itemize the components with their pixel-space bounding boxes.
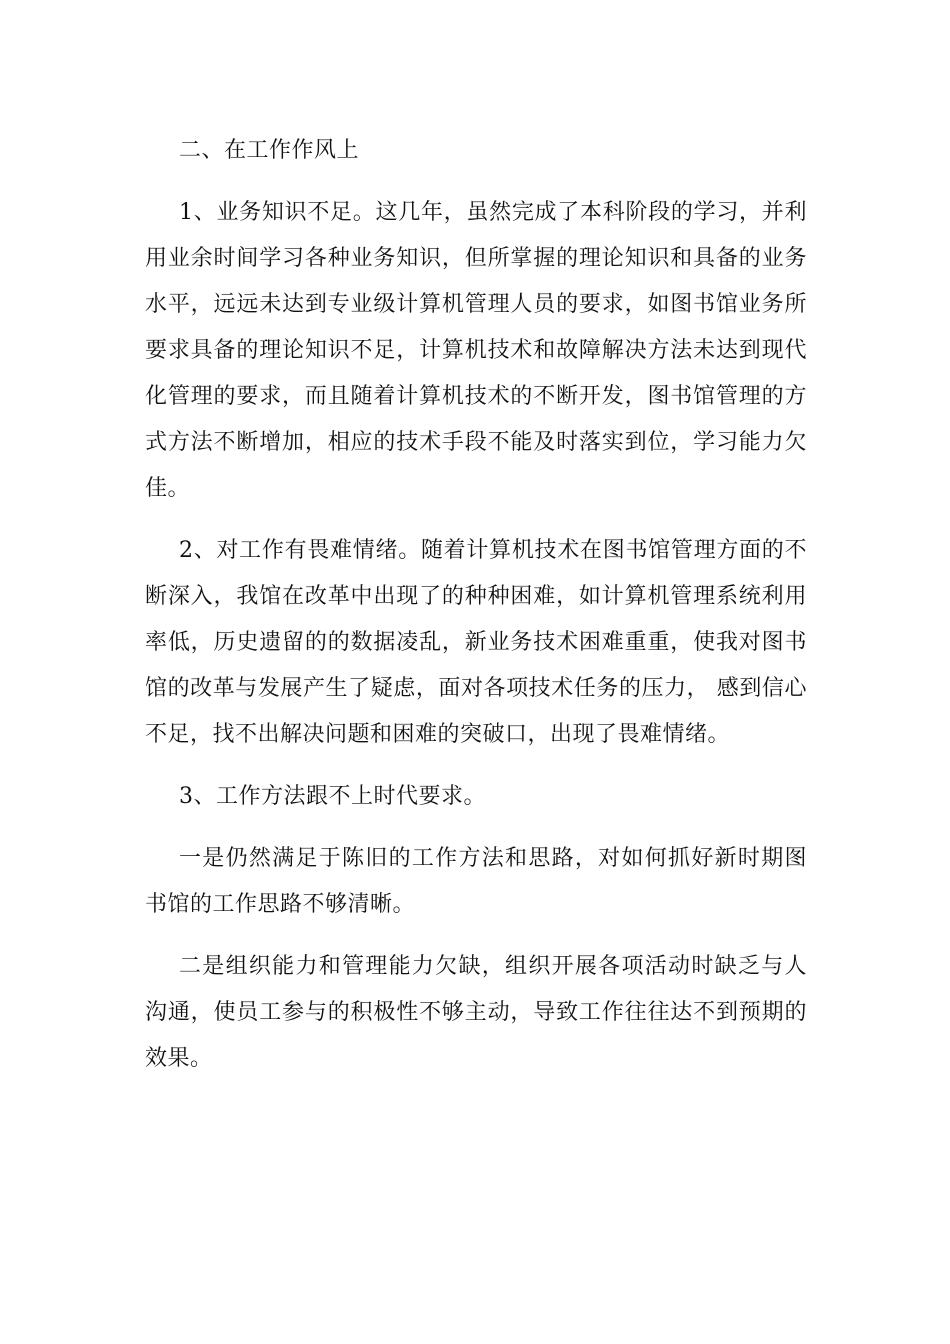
paragraph-fear-of-difficulty: 2、对工作有畏难情绪。随着计算机技术在图书馆管理方面的不断深入，我馆在改革中出现了的种种困难，如计算机管理系统利用率低，历史遗留的的数据凌乱，新业务技术困难重重，使我对图书馆的改革与发展产生了疑虑，面对各项技术任务的压力， 感到信心不足，找不出解决问题和困难的突破口，出现了畏难情绪。 — [145, 538, 807, 747]
paragraph-business-knowledge: 1、业务知识不足。这几年，虽然完成了本科阶段的学习，并利用业余时间学习各种业务知识，但所掌握的理论知识和具备的业务水平，远远未达到专业级计算机管理人员的要求，如图书馆业务所要求具备的理论知识不足，计算机技术和故障解决方法未达到现代化管理的要求，而且随着计算机技术的不断开发，图书馆管理的方式方法不断增加，相应的技术手段不能及时落实到位，学习能力欠佳。 — [145, 200, 807, 501]
document-body — [145, 128, 807, 1098]
paragraph-first-point: 一是仍然满足于陈旧的工作方法和思路，对如何抓好新时期图书馆的工作思路不够清晰。 — [145, 846, 807, 917]
section-heading: 二、在工作作风上 — [179, 138, 360, 163]
paragraph-work-methods: 3、工作方法跟不上时代要求。 — [179, 784, 486, 809]
paragraph-second-point: 二是组织能力和管理能力欠缺，组织开展各项活动时缺乏与人沟通，使员工参与的积极性不够主动，导致工作往往达不到预期的效果。 — [145, 954, 807, 1071]
